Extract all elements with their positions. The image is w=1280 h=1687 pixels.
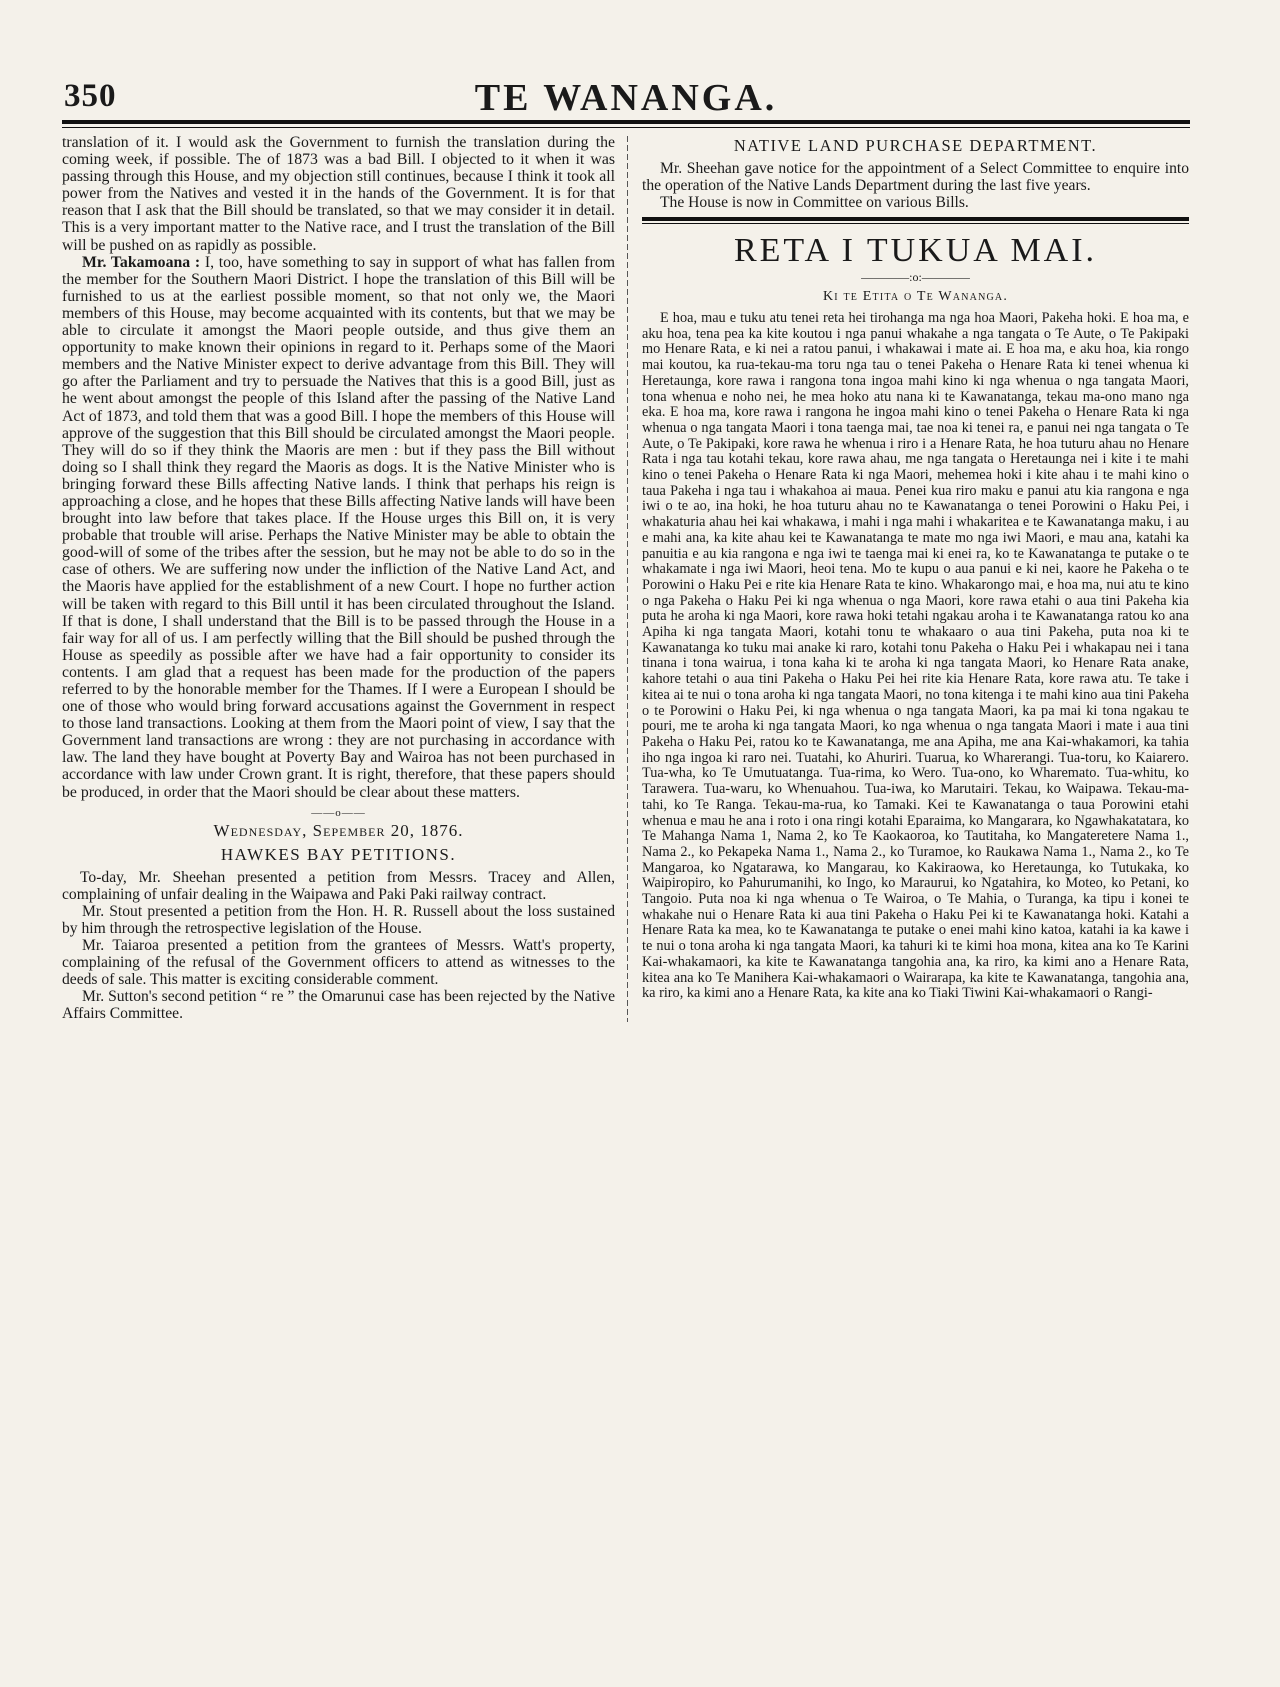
- masthead: [62, 70, 1190, 118]
- dateline: Wednesday, Sepember 20, 1876.: [213, 820, 464, 840]
- speaker-name: Mr. Takamoana :: [82, 253, 201, 271]
- petition-paragraph: Mr. Taiaroa presented a petition from the grantees of Messrs. Watt's property, complaining of the refusal of the Government officers to attend as witnesses to the deeds of sale. This matter is exciting considerable comment.: [62, 936, 615, 988]
- letter-body: [642, 311, 1189, 1002]
- article-paragraph: Mr. Takamoana : I, too, have something to say in support of what has fallen from the member for the Southern Maori District. I hope the translation of this Bill will be furnished to us at the earliest possible moment, so that not only we, the Maori members of this House, may become acquainted with its contents, but that we may be able to circulate it amongst the Maori people outside, and thus give them an opportunity to make known their opinions in regard to it. Perhaps some of the Maori members and the Native Minister expect to derive advantage from this Bill. They will go after the Parliament and try to persuade the Natives that this is a good Bill, just as he went about amongst the people of this Island after the passing of the Native Land Act of 1873, and told them that was a good Bill. I hope the members of this House will approve of the suggestion that this Bill should be circulated amongst the Maori people. They will do so if they think the Maoris are men : but if they pass the Bill without doing so I shall think they regard the Maoris as dogs. It is the Native Minister who is bringing forward these Bills affecting Native lands. I think that perhaps his reign is approaching a close, and he hopes that these Bills affecting Native lands will have been brought into law before that takes place. If the House urges this Bill on, it is very probable that trouble will arise. Perhaps the Native Minister may be able to obtain the good-will of some of the tribes after the session, but he may not be able to do so in the case of others. We are suffering now under the infliction of the Native Land Act, and the Maoris have applied for the establishment of a new Court. I hope no further action will be taken with regard to this Bill until it has been circulated throughout the Island. If that is done, I shall understand that the Bill is to be passed through the House in a fair way for all of us. I am perfectly willing that the Bill should be pushed through the House as speedily as possible after we have had a fair opportunity to consider its contents. I am glad that a request has been made for the production of the papers referred to by the honorable member for the Thames. If I were a European I should be one of those who would bring forward accusations against the Government in respect to those land transactions. Looking at them from the Maori point of view, I say that the Government land transactions are wrong : they are not purchasing in accordance with law. The land they have bought at Poverty Bay and Wairoa has not been purchased in accordance with law under Crown grant. It is right, therefore, that these papers should be produced, in order that the Maori should be clear about these matters.: [62, 253, 616, 801]
- notice-heading: NATIVE LAND PURCHASE DEPARTMENT.: [733, 136, 1098, 155]
- section-heading: HAWKES BAY PETITIONS.: [220, 844, 457, 864]
- left-column: [62, 134, 627, 1022]
- columns: [62, 134, 1190, 1022]
- page-number: 350: [64, 78, 117, 114]
- right-column: [628, 134, 1189, 1022]
- notice-paragraph: Mr. Sheehan gave notice for the appointment of a Select Committee to enquire into the operation of the Native Lands Department during the last five years.: [642, 160, 1189, 194]
- petition-paragraph: Mr. Sutton's second petition “ re ” the Omarunui case has been rejected by the Native Affairs Committee.: [62, 987, 615, 1022]
- section-rule: [642, 217, 1189, 224]
- separator: ——o——: [311, 806, 366, 819]
- petition-paragraph: Mr. Stout presented a petition from the Hon. H. R. Russell about the loss sustained by him through the retrospective legislation of the House.: [62, 902, 615, 937]
- letter-separator: ————:o:————: [861, 270, 970, 284]
- article-paragraph: translation of it. I would ask the Government to furnish the translation during the coming week, if possible. The of 1873 was a bad Bill. I objected to it when it was passing through this House, and my objection still continues, because I think it took all power from the Natives and vested it in the hands of the Government. It is for that reason that I ask that the Bill should be translated, so that we may consider it in detail. This is a very important matter to the Native race, and I trust the translation of the Bill will be pushed on as rapidly as possible.: [62, 134, 615, 254]
- newspaper-title: TE WANANGA.: [474, 77, 778, 119]
- masthead-rule: [62, 120, 1190, 128]
- petition-paragraph: To-day, Mr. Sheehan presented a petition from Messrs. Tracey and Allen, complaining of unfair dealing in the Waipawa and Paki Paki railway contract.: [62, 868, 615, 903]
- notice-paragraph: The House is now in Committee on various Bills.: [660, 194, 969, 211]
- letter-heading: RETA I TUKUA MAI.: [733, 232, 1098, 269]
- letter-paragraph: E hoa, mau e tuku atu tenei reta hei tirohanga ma nga hoa Maori, Pakeha hoki. E hoa ma, e aku hoa, tena pea ka kite koutou i nga panui whakahe a nga tangata o Te Aute, o Te Pakipaki mo Henare Rata, e ki nei a ratou panui, i whakawai i mate ai. E hoa ma, e aku hoa, kia rongo mai koutou, ka rua-tekau-ma toru nga tau o tenei Pakeha o Henare Rata ki tenei whenua ki Heretaunga, kore rawa i rangona tona ingoa mahi kino ki nga whenua o nga tangata Maori, tona whenua e noho nei, he mea hoko atu nana ki te Kawanatanga, tekau ma-ono mano nga eka. E hoa ma, kore rawa i rangona he ingoa mahi kino o tenei Pakeha o Henare Rata ki nga whenua o nga tangata Maori i tona taenga mai, tae noa ki tenei ra, e panui nei nga tangata o Te Aute, o Te Pakipaki, kore rawa he whenua i riro i a Henare Rata, he hoa tuturu ahau no Henare Rata i nga tau kotahi tekau, kore rawa ahau, me nga tangata o Heretaunga nei i kite i te mahi kino o tenei Pakeha o Henare Rata ki nga Maori, mehemea hoki i kite ahau i te mahi kino o taua Pakeha i nga tau i whakahoa ai maua. Penei kua riro maku e panui atu kia rangona e nga iwi o te ao, ina hoki, he hoa tuturu ahau no te Kawanatanga o tenei Porowini o Haku Pei, i whakaturia ahau hei kai whakawa, i mahi i nga mahi i whakaritea e te Kawanatanga maku, i au e mahi ana, ka kite ahau kei te Kawanatanga te mate mo nga iwi Maori, e mau ana, katahi ka panuitia e au kia rangona e nga iwi te taenga mai ki enei ra, ko te Kawanatanga te putake o te whakamate i nga iwi Maori, heoi tena. Mo te kupu o aua panui e ki nei, kaore he Pakeha o te Porowini o Haku Pei e rite kia Henare Rata te kino. Whakarongo mai, e hoa ma, nui atu te kino o nga Pakeha o Haku Pei ki nga whenua o nga Maori, kore rawa etahi o aua tini Pakeha kia puta he aroha ki nga Maori, kore rawa hoki tetahi ngakau aroha i te Kawanatanga ratou ko ana Apiha ki nga tangata Maori, kotahi tonu te whakaaro o aua tini Pakeha, puta noa ki te Kawanatanga ko tuku mai anake ki raro, kotahi tonu Pakeha o Haku Pei i whakapau nei i tana tinana i tona wairua, i tona kaha ki te aroha ki nga tangata Maori, ko Henare Rata anake, kahore tetahi o aua tini Pakeha o Haku Pei hei rite kia Henare Rata, kore rawa atu. Te take i kitea ai te nui o tona aroha ki nga tangata Maori, no tona kitenga i te mahi kino aua tini Pakeha o te Porowini o Haku Pei, ki nga whenua o nga tangata Maori, ka pa mai ki tona ngakau te pouri, me te aroha ki nga tangata Maori, ko nga whenua o nga tangata Maori i mate i aua tini Pakeha o Haku Pei, ratou ko te Kawanatanga, me ana Apiha, me ana Kai-whakamori, ka tahia iho nga ingoa ki raro nei. Tuatahi, ko Ahuriri. Tuarua, ko Wharerangi. Tua-toru, ko Kaiarero. Tua-wha, ko Te Umutuatanga. Tua-rima, ko Wero. Tua-ono, ko Wharemato. Tua-whitu, ko Tarawera. Tua-waru, ko Whenuahou. Tua-iwa, ko Marutairi. Tekau, ko Waipawa. Tekau-ma-tahi, ko Te Ranga. Tekau-ma-rua, ko Tamaki. Kei te Kawanatanga o taua Porowini etahi whenua e mau he ana i roto i ona ringi kotahi Eparaima, ko Mangarara, ko Ngawhakatatara, ko Te Mahanga Nama 1, Nama 2, ko Te Kaokaoroa, ko Tautitaha, ko Mangateretere Nama 1., Nama 2., ko Pekapeka Nama 1., Nama 2., ko Turamoe, ko Raukawa Nama 1., Nama 2., ko Te Mangaroa, ko Ngatarawa, ko Mangarau, ko Kakiraowa, ko Heretaunga, ko Tutukaka, ko Waipiropiro, ko Pahurumanihi, ko Ingo, ko Maraurui, ko Ngatahira, ko Moteo, ko Petani, ko Tangoio. Puta noa ki nga whenua o Te Wairoa, o Te Mahia, o Turanga, ka tipu i konei te whakahe nui o Henare Rata ki aua tini Pakeha o Haku Pei ki te Kawanatanga hoki. Katahi a Henare Rata ka mea, ko te Kawanatanga te putake o enei mahi kino katoa, katahi ia ka kawe i te nui o tona aroha ki nga tangata Maori, ka tahuri ki te kimi hoa mona, kitea ana ko Te Karini Kai-whakamaori, ka kite te Kawanatanga tangohia ana, ka riro, ka kimi ano a Henare Rata, kitea ana ko Te Manihera Kai-whakamaori o Wairarapa, ka kite te Kawanatanga, tangohia ana, ka riro, ka kimi ano a Henare Rata, ka kite ana ko Tiaki Tiwini Kai-whakamaori o Rangi-: [642, 310, 1189, 1002]
- letter-salutation: Ki te Etita o Te Wananga.: [822, 289, 1009, 304]
